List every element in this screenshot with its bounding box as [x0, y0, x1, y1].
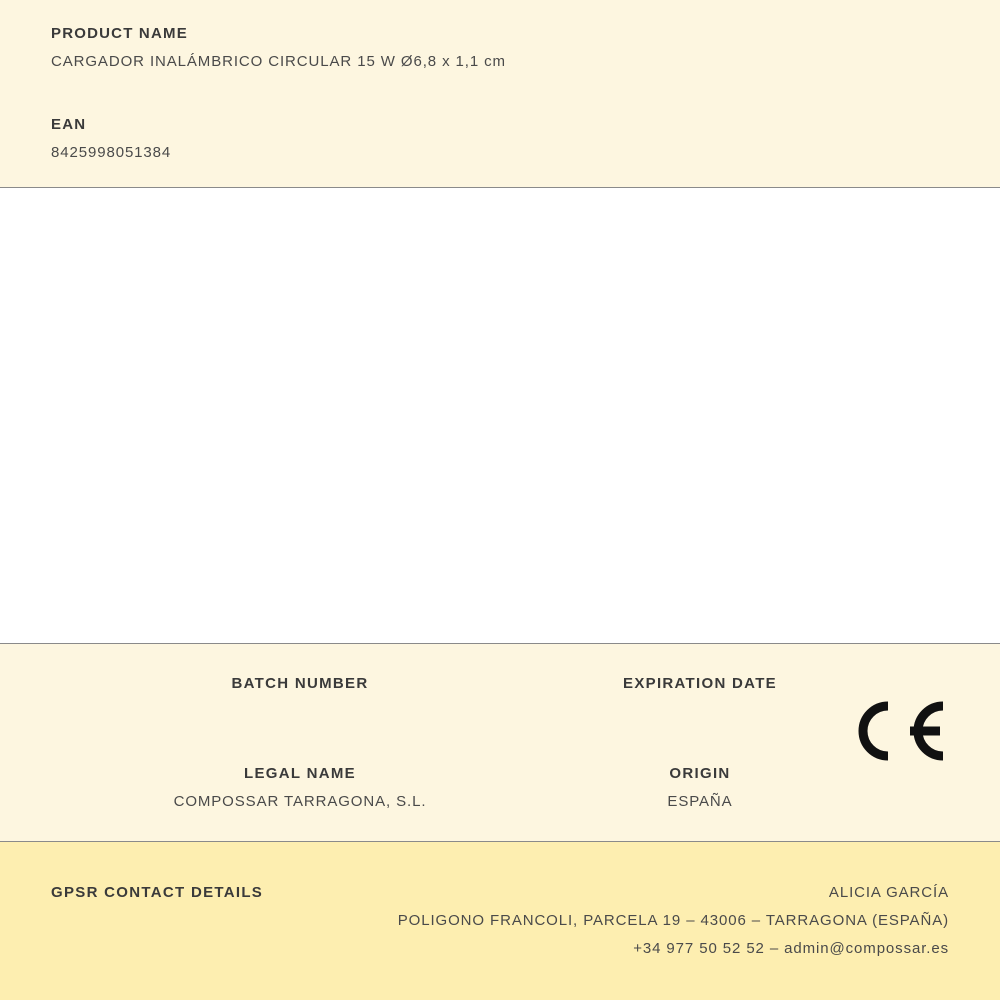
expiration-date-label: EXPIRATION DATE: [623, 675, 777, 692]
ean-block: [51, 116, 171, 161]
batch-number-block: [232, 675, 369, 703]
gpsr-contact-phone-email: +34 977 50 52 52 – admin@compossar.es: [633, 940, 949, 957]
expiration-date-block: [623, 675, 777, 703]
legal-name-label: LEGAL NAME: [244, 765, 356, 782]
traceability-section: [0, 644, 1000, 842]
origin-value: ESPAÑA: [667, 793, 733, 810]
product-header-section: [0, 0, 1000, 188]
legal-name-value: COMPOSSAR TARRAGONA, S.L.: [173, 793, 427, 810]
product-name-label: PRODUCT NAME: [51, 25, 188, 42]
gpsr-contact-name: ALICIA GARCÍA: [828, 884, 949, 901]
legal-name-block: [174, 765, 427, 810]
ean-value: 8425998051384: [51, 144, 172, 161]
gpsr-contact-label: GPSR CONTACT DETAILS: [51, 884, 264, 901]
ce-marking-icon: [855, 700, 947, 762]
product-name-value: CARGADOR INALÁMBRICO CIRCULAR 15 W Ø6,8 x 1,1 cm: [51, 53, 506, 70]
gpsr-contact-lines: [398, 884, 949, 957]
batch-number-label: BATCH NUMBER: [231, 675, 369, 692]
ean-label: EAN: [51, 116, 87, 133]
gpsr-contact-address: POLIGONO FRANCOLI, PARCELA 19 – 43006 – TARRAGONA (ESPAÑA): [397, 912, 949, 929]
gpsr-contact-section: [0, 842, 1000, 1000]
origin-block: [667, 765, 732, 810]
product-name-block: [51, 25, 506, 70]
origin-label: ORIGIN: [669, 765, 731, 782]
blank-content-area: [0, 188, 1000, 644]
